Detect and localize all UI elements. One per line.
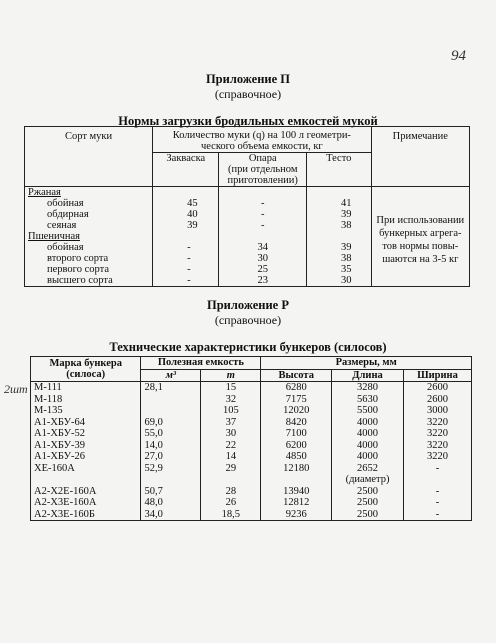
starter-value: - — [153, 253, 219, 264]
dim-width: 3220 — [403, 428, 471, 440]
bunker-brand: А2-Х3Е-160Б — [34, 508, 95, 520]
empty-cell — [153, 187, 219, 199]
header-width: Ширина — [403, 369, 471, 382]
dim-width: 3000 — [403, 405, 471, 417]
dough-value: 38 — [306, 253, 371, 264]
dim-width: 3220 — [403, 417, 471, 429]
dim-length: 4000 — [332, 417, 404, 429]
bunker-brand: А2-Х2Е-160А — [34, 485, 97, 497]
appendix-p-header — [0, 72, 496, 129]
dim-height: 6200 — [261, 440, 332, 452]
capacity-m3: 28,1 — [141, 382, 201, 394]
bunker-brand: А1-ХБУ-39 — [34, 439, 86, 451]
header-cap-t: т — [201, 369, 261, 382]
dough-value: 41 — [306, 198, 371, 209]
empty-cell — [153, 231, 219, 242]
starter-value: - — [153, 242, 219, 253]
dough-value: 39 — [306, 209, 371, 220]
starter-value: 39 — [153, 220, 219, 231]
dim-length: 2500 — [332, 497, 404, 509]
flour-type-name: обойная — [47, 198, 84, 209]
capacity-m3: 27,0 — [141, 451, 201, 463]
dim-length: 3280 — [332, 382, 404, 394]
flour-type-name: первого сорта — [47, 264, 109, 275]
capacity-m3: 69,0 — [141, 417, 201, 429]
starter-value: - — [153, 264, 219, 275]
capacity-m3: 52,9 — [141, 463, 201, 475]
sponge-value: 34 — [219, 242, 307, 253]
flour-type-name: высшего сорта — [47, 275, 113, 286]
dim-width: - — [403, 463, 471, 475]
dough-value: 35 — [306, 264, 371, 275]
sponge-value: - — [219, 220, 307, 231]
dim-height: 4850 — [261, 451, 332, 463]
flour-group-label: Пшеничная — [28, 231, 80, 242]
capacity-t: 29 — [201, 463, 261, 475]
dim-length: 2652 — [332, 463, 404, 475]
header-length: Длина — [332, 369, 404, 382]
bunker-brand: М-135 — [34, 405, 63, 416]
flour-type-name: второго сорта — [47, 253, 109, 264]
dim-length: 2500 — [332, 486, 404, 498]
dim-width: - — [403, 486, 471, 498]
appendix-r-header — [0, 298, 496, 355]
handwritten-margin-note: 2шт — [4, 382, 28, 396]
appendix-p-subtitle: (справочное) — [214, 87, 282, 101]
bunkers-body — [31, 382, 472, 521]
flour-type-name: обдирная — [47, 209, 89, 220]
norms-table — [24, 126, 470, 287]
dim-length: 5630 — [332, 394, 404, 406]
empty-cell — [219, 187, 307, 199]
header-flour: Сорт муки — [64, 131, 113, 142]
appendix-p-title: Приложение П — [205, 72, 291, 86]
capacity-m3 — [141, 405, 201, 417]
starter-value: 45 — [153, 198, 219, 209]
bunker-brand: А1-ХБУ-26 — [34, 451, 86, 462]
dim-height — [261, 474, 332, 486]
capacity-m3 — [141, 474, 201, 486]
capacity-t: 32 — [201, 394, 261, 406]
bunker-brand: М-118 — [34, 393, 63, 405]
dim-height: 9236 — [261, 509, 332, 521]
dim-length: 5500 — [332, 405, 404, 417]
capacity-m3: 34,0 — [141, 509, 201, 521]
norms-table-title: Нормы загрузки бродильных емкостей мукой — [118, 114, 378, 128]
capacity-m3: 14,0 — [141, 440, 201, 452]
dim-height: 8420 — [261, 417, 332, 429]
header-starter: Закваска — [153, 153, 219, 187]
dim-width: - — [403, 497, 471, 509]
capacity-t — [201, 474, 261, 486]
starter-value: 40 — [153, 209, 219, 220]
dim-length: 4000 — [332, 428, 404, 440]
header-height: Высота — [261, 369, 332, 382]
bunkers-table — [30, 356, 472, 521]
sponge-value: - — [219, 198, 307, 209]
appendix-r-title: Приложение Р — [207, 298, 289, 312]
bunker-brand — [31, 474, 141, 486]
norms-body — [25, 187, 470, 287]
dim-width: 2600 — [403, 394, 471, 406]
dim-length: 4000 — [332, 451, 404, 463]
dim-width: 3220 — [403, 440, 471, 452]
dough-value: 39 — [306, 242, 371, 253]
header-dims: Размеры, мм — [261, 357, 472, 370]
dim-height: 12180 — [261, 463, 332, 475]
empty-cell — [306, 231, 371, 242]
bunker-brand: ХЕ-160А — [34, 462, 75, 474]
dim-height: 7100 — [261, 428, 332, 440]
dim-width — [403, 474, 471, 486]
capacity-t: 26 — [201, 497, 261, 509]
header-dough: Тесто — [306, 153, 371, 187]
dim-width: - — [403, 509, 471, 521]
flour-type-name: сеяная — [47, 220, 77, 231]
dim-width: 3220 — [403, 451, 471, 463]
header-sponge — [219, 153, 307, 187]
bunker-brand: А2-Х3Е-160А — [34, 497, 97, 508]
dim-height: 13940 — [261, 486, 332, 498]
capacity-t: 18,5 — [201, 509, 261, 521]
header-brand: Марка бункера (силоса) — [31, 357, 141, 382]
header-capacity: Полезная емкость — [141, 357, 261, 370]
capacity-t: 37 — [201, 417, 261, 429]
dim-height: 12020 — [261, 405, 332, 417]
capacity-t: 28 — [201, 486, 261, 498]
capacity-t: 15 — [201, 382, 261, 394]
sponge-value: 25 — [219, 264, 307, 275]
empty-cell — [306, 187, 371, 199]
dough-value: 38 — [306, 220, 371, 231]
bunker-brand: А1-ХБУ-64 — [34, 416, 86, 428]
header-cap-m3: м³ — [141, 369, 201, 382]
header-sponge-label: Опара — [248, 153, 277, 164]
dim-height: 12812 — [261, 497, 332, 509]
flour-type-name: обойная — [47, 242, 84, 253]
capacity-t: 105 — [201, 405, 261, 417]
header-amount: Количество муки (q) на 100 л геометри- ческого объема емкости, кг — [153, 127, 371, 153]
flour-group-label: Ржаная — [25, 187, 153, 199]
sponge-value: - — [219, 209, 307, 220]
dim-height: 7175 — [261, 394, 332, 406]
bunkers-table-title: Технические характеристики бункеров (силосов) — [109, 340, 387, 354]
capacity-t: 14 — [201, 451, 261, 463]
starter-value: - — [153, 275, 219, 287]
dim-length: 2500 — [332, 509, 404, 521]
empty-cell — [219, 231, 307, 242]
dim-height: 6280 — [261, 382, 332, 394]
appendix-r-subtitle: (справочное) — [214, 313, 282, 327]
dim-length: (диаметр) — [332, 474, 404, 486]
capacity-t: 22 — [201, 440, 261, 452]
bunker-brand: М-111 — [34, 382, 62, 393]
sponge-value: 30 — [219, 253, 307, 264]
header-note: Примечание — [371, 127, 469, 187]
capacity-m3: 48,0 — [141, 497, 201, 509]
capacity-m3: 50,7 — [141, 486, 201, 498]
capacity-m3 — [141, 394, 201, 406]
page-number: 94 — [451, 48, 466, 64]
dim-length: 4000 — [332, 440, 404, 452]
header-sponge-note: (при отдельном приготовлении) — [227, 164, 298, 186]
capacity-m3: 55,0 — [141, 428, 201, 440]
sponge-value: 23 — [219, 275, 307, 287]
bunker-brand: А1-ХБУ-52 — [34, 428, 86, 439]
dough-value: 30 — [306, 275, 371, 287]
note-text: При использовании бункерных агрега- тов нормы повы- шаются на 3-5 кг — [371, 187, 469, 287]
capacity-t: 30 — [201, 428, 261, 440]
dim-width: 2600 — [403, 382, 471, 394]
